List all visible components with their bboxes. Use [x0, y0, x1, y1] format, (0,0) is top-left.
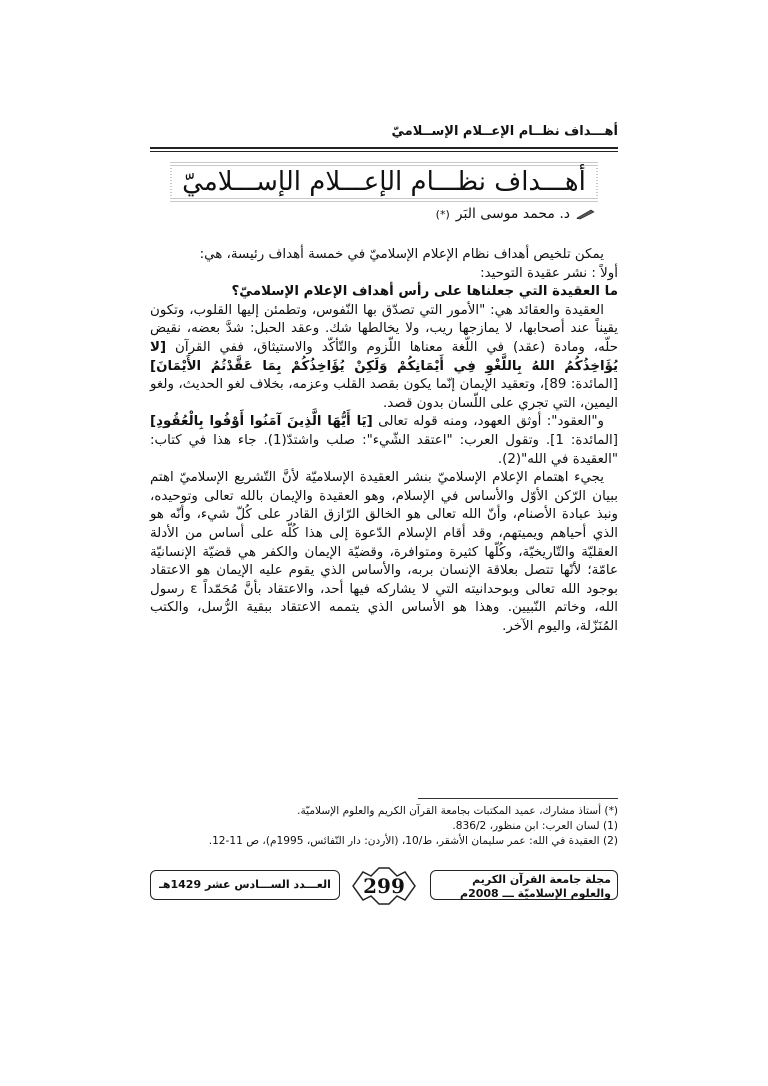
page-footer [150, 866, 618, 906]
header-rule-thin [150, 151, 618, 152]
paragraph-uqud [150, 413, 618, 469]
quran-verse-maidah-1: [يَا أَيُّهَا الَّذِينَ آمَنُوا أَوْفُوا بِالْعُقُودِ] [150, 414, 373, 430]
quran-verse-maidah-89: [لا يُؤَاخِذُكُمُ اللهُ بِاللَّغْوِ فِي أَيْمَانِكُمْ وَلَكِنْ يُؤَاخِذُكُمْ بِمَا عَقَّدْتُمُ الأَيْمَانَ] [150, 339, 618, 374]
footnote-author: (*) أستاذ مشارك، عميد المكتبات بجامعة القرآن الكريم والعلوم الإسلاميّة. [297, 805, 618, 817]
page-number-badge [351, 866, 417, 906]
uqud-text-rest: [المائدة: 1]. وتقول العرب: "اعتقد الشّيء": صلب واشتدّ(1). جاء هذا في كتاب: "العقيدة في الله"(2). [150, 432, 618, 467]
author-name: د. محمد موسى البَر [455, 206, 570, 222]
footnote-2: (2) العقيدة في الله: عمر سليمان الأشقر، ط/10، (الأردن: دار النّفائس، 1995م)، ص 11-12. [208, 835, 618, 847]
header-rule [150, 147, 618, 149]
definition-text: العقيدة والعقائد هي: "الأمور التي تصدّق بها النّفوس، وتطمئن إليها القلوب، وتكون يقيناً عند أصحابها، لا يمازجها ريب، ولا يخالطها شك. وعقد الحبل: شدَّ بعضه، نقيض حلّه، ومادة (عقد) في اللّغة معناها اللّزوم والتّأكّد والاستيثاق، ففي القرآن [150, 302, 618, 355]
footnote-rule [418, 798, 618, 799]
running-head: أهـــداف نظــام الإعــلام الإســلاميّ [391, 124, 618, 139]
paragraph-tawhid: يجيء اهتمام الإعلام الإسلاميّ بنشر العقيدة الإسلاميّة لأنَّ التّشريع الإسلاميّ اهتم ببيان الرّكن الأوّل والأساس في الإسلام، وهو العقيدة والإيمان بالله تعالى وتوحيده، ونبذ عبادة الأصنام، وأنّ الله تعالى هو الخالق الرّازق القادر على كُلّ شيء، وأنّه هو الذي أحياهم ويميتهم، وقد أقام الإسلام الدّعوة إلى هذا كُلّه على أساس من الأدلة العقليّة والتّاريخيّة، وكُلّها كثيرة ومتوافرة، وقضيّة الإيمان والكفر هي قضيّة الإنسانيّة عامّة؛ لأنّها تتصل بعلاقة الإنسان بربه، والأساس الذي يقوم عليه الإيمان هو الاعتقاد بوجود الله تعالى وبوحدانيته التي لا يشاركه فيها أحد، والاعتقاد بأنَّ مُحَمّداً ε رسول الله، وخاتم النّبيين. وهذا هو الأساس الذي يتممه الاعتقاد ببقية الرُّسل، والكتب المُنَزّلة، واليوم الآخر. [150, 470, 618, 634]
paragraph-intro: يمكن تلخيص أهداف نظام الإعلام الإسلاميّ في خمسة أهداف رئيسة، هي: [199, 247, 604, 262]
issue-label: العـــدد الســـادس عشر 1429هـ [150, 870, 340, 900]
uqud-text: و"العقود": أوثق العهود، ومنه قوله تعالى [378, 414, 605, 430]
footnote-1: (1) لسان العرب: ابن منظور، 836/2. [452, 820, 618, 832]
article-body [150, 246, 618, 636]
journal-name: مجلة جامعة القرآن الكريم والعلوم الإسلاميّة ـــ 2008م [430, 870, 618, 900]
paragraph-definition [150, 302, 618, 414]
author-line [436, 206, 596, 222]
footnotes [150, 804, 618, 849]
question-heading: ما العقيدة التي جعلناها على رأس أهداف الإعلام الإسلاميّ؟ [231, 284, 618, 300]
pen-icon [576, 208, 596, 220]
article-title-box [170, 160, 598, 204]
article-title: أهـــداف نظـــام الإعـــلام الإســـلاميّ [172, 167, 596, 197]
definition-text-rest: [المائدة: 89]، وتعقيد الإيمان إنّما يكون بقصد القلب وعزمه، بخلاف لغو الحديث، ولغو اليمين، التي تجري على اللّسان بدون قصد. [150, 377, 619, 411]
author-footnote-mark: (*) [435, 207, 450, 221]
page-number: 299 [363, 874, 405, 898]
section-heading: أولاً : نشر عقيدة التوحيد: [480, 265, 618, 281]
